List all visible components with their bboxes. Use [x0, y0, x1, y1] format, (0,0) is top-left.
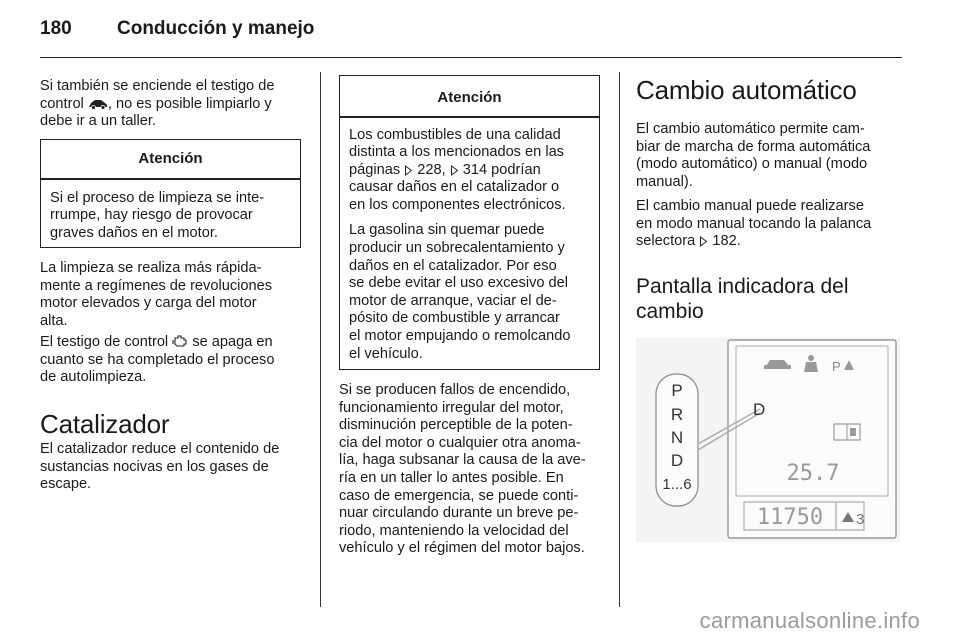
warning-box-title: Atención — [437, 89, 502, 106]
heading-catalizador: Catalizador — [40, 409, 170, 439]
odometer-value: 11750 — [756, 505, 824, 530]
gear-d: D — [670, 451, 684, 470]
triangle-right-icon — [699, 236, 708, 247]
gear-manual-range: 1...6 — [662, 476, 692, 493]
warning-box-1 — [40, 139, 301, 248]
paragraph-speed: La limpieza se realiza más rápida- mente a regímenes de revoluciones motor elevados y carga del motor alta. — [40, 260, 273, 329]
gear-n: N — [670, 428, 684, 447]
warning-box-title: Atención — [138, 150, 203, 167]
header-rule — [40, 57, 902, 58]
engine-light-icon — [172, 334, 188, 348]
gear-indicator: 3 — [856, 511, 865, 528]
column-divider-1 — [320, 72, 321, 607]
display-gear: D — [753, 400, 766, 419]
triangle-right-icon — [404, 165, 413, 176]
page-number: 180 — [40, 18, 72, 39]
intro-paragraph: Si también se enciende el testigo de control , no es posible limpiarlo y debe ir a un taller. — [40, 78, 275, 130]
car-silhouette-icon — [88, 98, 108, 110]
heading-cambio-automatico: Cambio automático — [636, 75, 857, 105]
gear-p: P — [671, 381, 683, 400]
paragraph-fallos: Si se producen fallos de encendido, funcionamiento irregular del motor, disminución perceptible de la poten- cia del motor o cualquier otra anoma- lía, haga subsanar la causa de la ave- ría en un taller lo antes posible. En caso de emergencia, se puede conti- nuar circulando durante un breve pe- riodo, manteniendo la velocidad del vehículo y el régimen del motor bajos. — [339, 382, 586, 557]
warning-box-text-1: Los combustibles de una calidad distinta a los mencionados en las páginas 228, 314 podrían causar daños en el catalizador o en los componentes electrónicos. — [349, 126, 566, 213]
gear-display-svg — [636, 338, 900, 542]
paragraph-catalizador: El catalizador reduce el contenido de sustancias nocivas en los gases de escape. — [40, 441, 280, 493]
heading-pantalla-indicadora: Pantalla indicadora del cambio — [636, 275, 849, 323]
paragraph-cambio-1: El cambio automático permite cam- biar de marcha de forma automática (modo automático) o manual (modo manual). — [636, 121, 871, 190]
section-title: Conducción y manejo — [117, 18, 315, 39]
gear-display-illustration — [636, 338, 900, 542]
paragraph-indicator: El testigo de control se apaga en cuanto se ha completado el proceso de autolimpieza. — [40, 334, 275, 386]
paragraph-cambio-2: El cambio manual puede realizarse en modo manual tocando la palanca selectora 182. — [636, 198, 872, 250]
warning-box-2 — [339, 75, 600, 370]
park-assist-icon: P — [832, 359, 841, 374]
column-divider-2 — [619, 72, 620, 607]
warning-box-text: Si el proceso de limpieza se inte- rrumpe, hay riesgo de provocar graves daños en el motor. — [50, 189, 265, 241]
warning-box-text-2: La gasolina sin quemar puede producir un sobrecalentamiento y daños en el catalizador. Por eso se debe evitar el uso excesivo del motor de arranque, vaciar el de- pósito de combustible y arrancar el motor empujando o remolcando el vehículo. — [349, 222, 571, 362]
gear-r: R — [670, 405, 684, 424]
triangle-right-icon — [450, 165, 459, 176]
watermark: carmanualsonline.info — [699, 608, 920, 633]
display-value: 25.7 — [786, 461, 840, 486]
